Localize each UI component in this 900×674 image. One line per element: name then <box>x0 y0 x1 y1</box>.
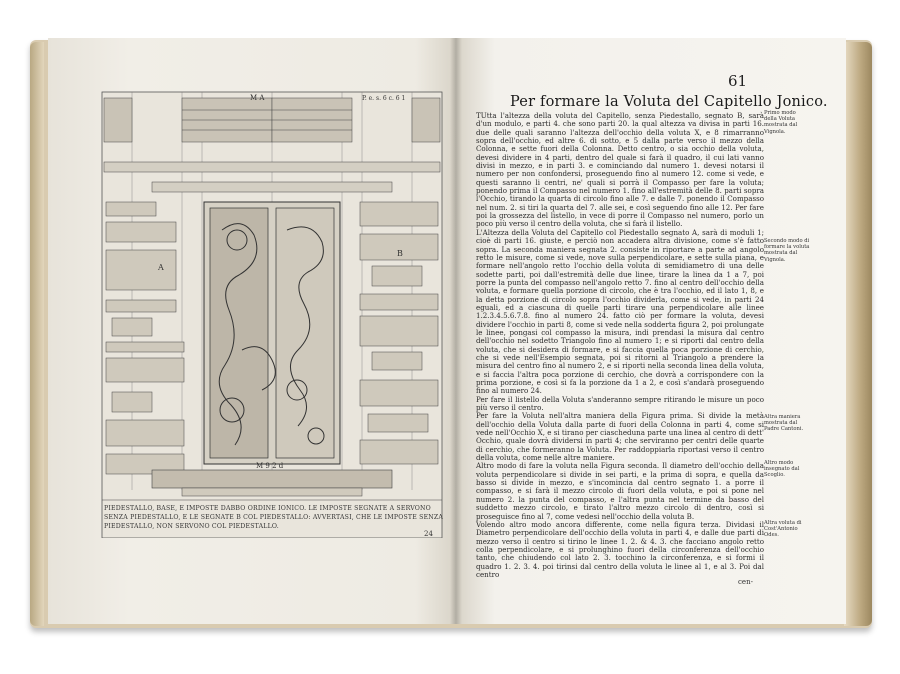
margin-note: Secondo modo di formare la voluta mostrata dal Vignola. <box>764 238 810 263</box>
plate-label-top-left: M A <box>250 94 265 102</box>
architectural-engraving <box>72 90 444 538</box>
book-edge-left <box>30 42 44 626</box>
book-edge-right <box>844 42 872 626</box>
page-number: 61 <box>728 72 748 90</box>
paragraph: TUtta l'altezza della voluta del Capitello, senza Piedestallo, segnato B, sarà d'un modulo, e parti 4. che sono parti 20. la qual altezza va divisa in parti 16. due delle quali saranno l'altezza dell'occhio della voluta X, e 8 rimarranno sopra dell'occhio, ed altre 6. di sotto, e 5 dalla parte verso il mezzo della Colonna, e sette fuori della Colonna. Detto centro, o sia occhio della voluta, devesi dividere in 4 parti, dentro del quale si farà il quadro, il cui lati vanno divisi in mezzo, e in parti 3. e cominciando dal numero 1. devesi notarsi il numero per non confondersi, proseguendo fino al numero 12. come si vede, e questi saranno li centri, ne' quali si porrà il Compasso per fare la voluta; ponendo prima il Compasso nel numero 1. fino all'estremità delle 8. parti sopra l'Occhio, tirando la quarta di circolo fino alle 7. e dalle 7. ponendo il Compasso nel num. 2. si tiri la quarta del 7. alle sei, e così seguendo fino alle 12. Per fare poi la grossezza del listello, in vece di porre il Compasso nel numero, porlo un poco più verso il centro della voluta, che si farà il listello. <box>476 111 764 229</box>
book-gutter <box>450 38 462 624</box>
margin-note: Altra voluta di Cost'Antonio Odes. <box>764 520 802 539</box>
paragraph: L'Altezza della Voluta del Capitello col Piedestallo segnato A, sarà di moduli 1; cioè di parti 16. giuste, e perciò non accadera altra divisione, come s'è fatto sopra. La seconda maniera segnata 2. consiste in riportare a parte ad angolo retto le misure, come si vede, nove sulla perpendicolare, e sette sulla piana, e formare nell'angolo retto l'occhio della voluta di semidiametro di una delle sodette parti, poi dall'estremità delle due linee, tirare la linea da 1 a 7, poi porre la punta del compasso nell'angolo retto 7. fino al centro dell'occhio della voluta, e formare quella porzione di circolo, che è tra l'occhio, ed il lato 1, 8, e la detta porzione di circolo sopra l'occhio dividerla, come si vede, in parti 24 eguali, ed a ciascuna di quelle parti tirare una perpendicolare alle linee 1.2.3.4.5.6.7.8. fino al numero 24. fatto ciò per formare la voluta, devesi dividere l'occhio in parti 8, come si vede nella sodderta figura 2, poi prolungate le linee, pongasi col compasso la misura, indi prendasi la misura dal centro dell'occhio nel sodetto Triangolo fino al numero 1; e si riporti dal centro della voluta, che si desidera di formare, e si faccia quella poca porzione di cerchio, che si vede nell'Esempio segnata, poi si ritorni al Triangolo a prendere la misura del centro fino al numero 2, e si riporti nella seconda linea della voluta, e si faccia l'altra poca porzione di cerchio, che dovrà a corrispondere con la prima porzione, e così si fa la porzione da 1 a 2, e così s'andarà proseguendo fino al numero 24. <box>476 227 764 396</box>
plate-caption: PIEDESTALLO, BASE, E IMPOSTE DABBO ORDINE IONICO. LE IMPOSTE SEGNATE A SERVONO SENZA PIEDESTALLO, E LE SEGNATE B COL PIEDESTALLO: AVVERTASI, CHE LE IMPOSTE SENZA PIEDESTALLO, NON SERVONO COL PIEDESTALLO. <box>104 505 444 530</box>
plate-label-b: B <box>397 249 403 258</box>
plate-label-top-right: P. e. s. 6 c. 6 1 <box>362 95 406 102</box>
plate-label-a: A <box>158 263 164 272</box>
margin-note: Altro modo insegnato dal Scoglio. <box>764 460 800 479</box>
catchword: cen- <box>738 578 753 586</box>
plate-number: 24 <box>424 530 433 538</box>
paragraph: Per fare la Voluta nell'altra maniera della Figura prima. Si divide la metà dell'occhio della Voluta dalla parte di fuori della Colonna in parti 4, come si vede nell'Occhio X, e si tirano per ciascheduna parte una linea al centro di dett' Occhio, quale dovrà dividersi in parti 4; che serviranno per centri delle quarte di cerchio, che formeranno la Voluta. Per raddoppiarla riportasi verso il centro della voluta, come nelle altre maniere. <box>476 411 764 463</box>
paragraph: Volendo altro modo ancora differente, come nella figura terza. Dividasi il Diametro perpendicolare dell'occhio della voluta in parti 4, e dalle due parti di mezzo verso il centro si tirino le linee 1. 2. & 4. 3. che facciano angolo retto colla perpendicolare, e si prolunghino fuori della circonferenza dell'occhio tanto, che chiudendo col lato 2. 3. tocchino la circonferenza, e si formi il quadro 1. 2. 3. 4. poi tirinsi dal centro della voluta le linee al 1, e al 3. Poi dal centro <box>476 519 764 579</box>
page-heading: Per formare la Voluta del Capitello Jonico. <box>510 94 828 110</box>
plate-label-bottom: M 9 2 d <box>256 462 284 470</box>
margin-note: Primo modo della Voluta mostrata dal Vignola. <box>764 110 798 135</box>
margin-note: Altra maniera mostrata dal Padre Cantoni. <box>764 414 804 433</box>
paragraph: Per fare il listello della Voluta s'anderanno sempre ritirando le misure un poco più verso il centro. <box>476 394 764 413</box>
paragraph: Altro modo di fare la voluta nella Figura seconda. Il diametro dell'occhio della voluta perpendicolare si divide in sei parti, e la prima di sopra, e quella da basso si divide in mezzo, e s'incomincia dal centro segnato 1. a porre il compasso, e si farà il mezzo circolo di fuori della voluta, e poi si pone nel numero 2. la punta del compasso, e l'altra punta nel termine da basso del suddetto mezzo circolo, e tirato l'altro mezzo circolo di dentro, così si proseguisce fino al 7, come vedesi nell'occhio della voluta B. <box>476 461 764 521</box>
body-text <box>476 112 764 579</box>
